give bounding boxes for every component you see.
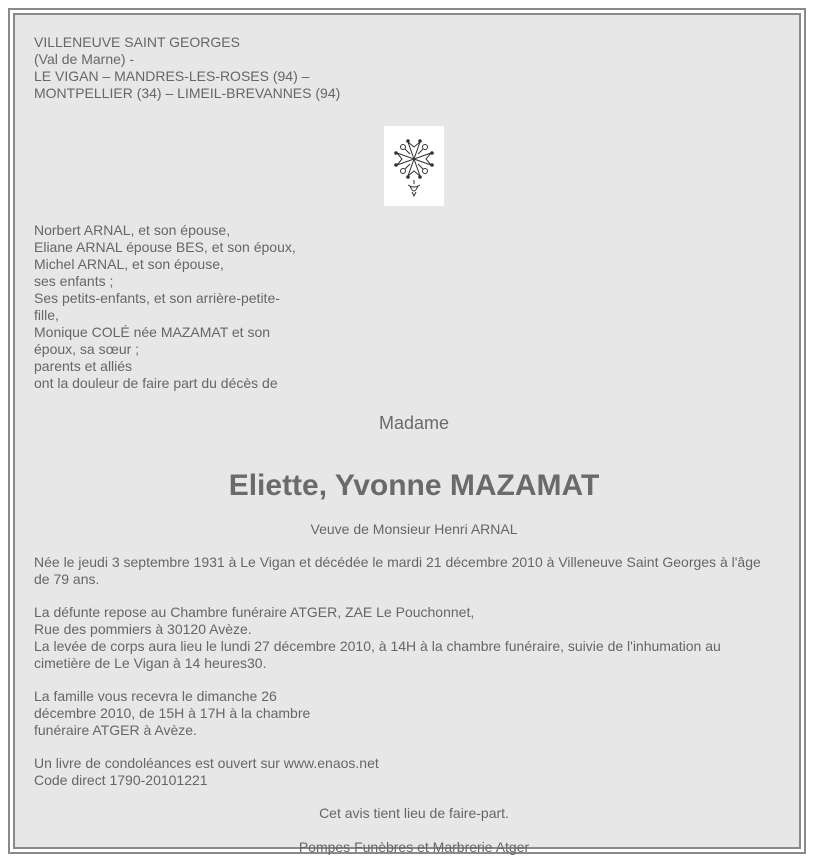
notice-panel	[13, 13, 801, 855]
reception-paragraph	[34, 688, 794, 739]
paragraph-line: décembre 2010, de 15H à 17H à la chambre	[34, 705, 311, 721]
emblem-box	[384, 126, 444, 206]
paragraph-line: La levée de corps aura lieu le lundi 27 décembre 2010, à 14H à la chambre funéraire, suivie de l'inhumation au	[34, 638, 721, 654]
family-line: Norbert ARNAL, et son épouse,	[34, 222, 231, 238]
family-announcement	[34, 222, 314, 392]
family-line: parents et alliés	[34, 358, 133, 374]
header-line: MONTPELLIER (34) – LIMEIL-BREVANNES (94)	[34, 85, 341, 101]
paragraph-line: Code direct 1790-20101221	[34, 772, 208, 788]
paragraph-line: Rue des pommiers à 30120 Avèze.	[34, 621, 252, 637]
outer-frame	[8, 8, 806, 854]
family-line: ont la douleur de faire part du décès de	[34, 375, 278, 391]
widow-of: Veuve de Monsieur Henri ARNAL	[310, 521, 518, 537]
deceased-name: Eliette, Yvonne MAZAMAT	[228, 469, 600, 502]
huguenot-cross-icon	[384, 126, 444, 206]
paragraph-line: de 79 ans.	[34, 571, 100, 587]
header-line: VILLENEUVE SAINT GEORGES	[34, 34, 240, 50]
location-header	[34, 34, 794, 102]
paragraph-line: cimetière de Le Vigan à 14 heures30.	[34, 655, 267, 671]
notice-statement: Cet avis tient lieu de faire-part.	[319, 805, 509, 821]
paragraph-line: La défunte repose au Chambre funéraire ATGER, ZAE Le Pouchonnet,	[34, 604, 475, 620]
paragraph-line: Née le jeudi 3 septembre 1931 à Le Vigan et décédée le mardi 21 décembre 2010 à Villeneuve Saint Georges à l'âge	[34, 554, 761, 570]
resting-place-paragraph	[34, 604, 794, 672]
birth-death-paragraph	[34, 554, 794, 588]
condolences-paragraph	[34, 755, 794, 789]
obituary-content	[34, 34, 794, 856]
family-line: Monique COLÉ née MAZAMAT et son	[34, 324, 271, 340]
family-line: fille,	[34, 307, 59, 323]
paragraph-line: Un livre de condoléances est ouvert sur www.enaos.net	[34, 755, 379, 771]
family-line: époux, sa sœur ;	[34, 341, 140, 357]
funeral-home-name: Pompes Funèbres et Marbrerie Atger	[298, 839, 530, 855]
family-line: Ses petits-enfants, et son arrière-petite-	[34, 290, 280, 306]
paragraph-line: funéraire ATGER à Avèze.	[34, 722, 197, 738]
family-line: Eliane ARNAL épouse BES, et son époux,	[34, 239, 296, 255]
family-line: ses enfants ;	[34, 273, 114, 289]
header-line: LE VIGAN – MANDRES-LES-ROSES (94) –	[34, 68, 310, 84]
paragraph-line: La famille vous recevra le dimanche 26	[34, 688, 277, 704]
salutation: Madame	[378, 413, 450, 433]
header-line: (Val de Marne) -	[34, 51, 135, 67]
family-line: Michel ARNAL, et son épouse,	[34, 256, 224, 272]
